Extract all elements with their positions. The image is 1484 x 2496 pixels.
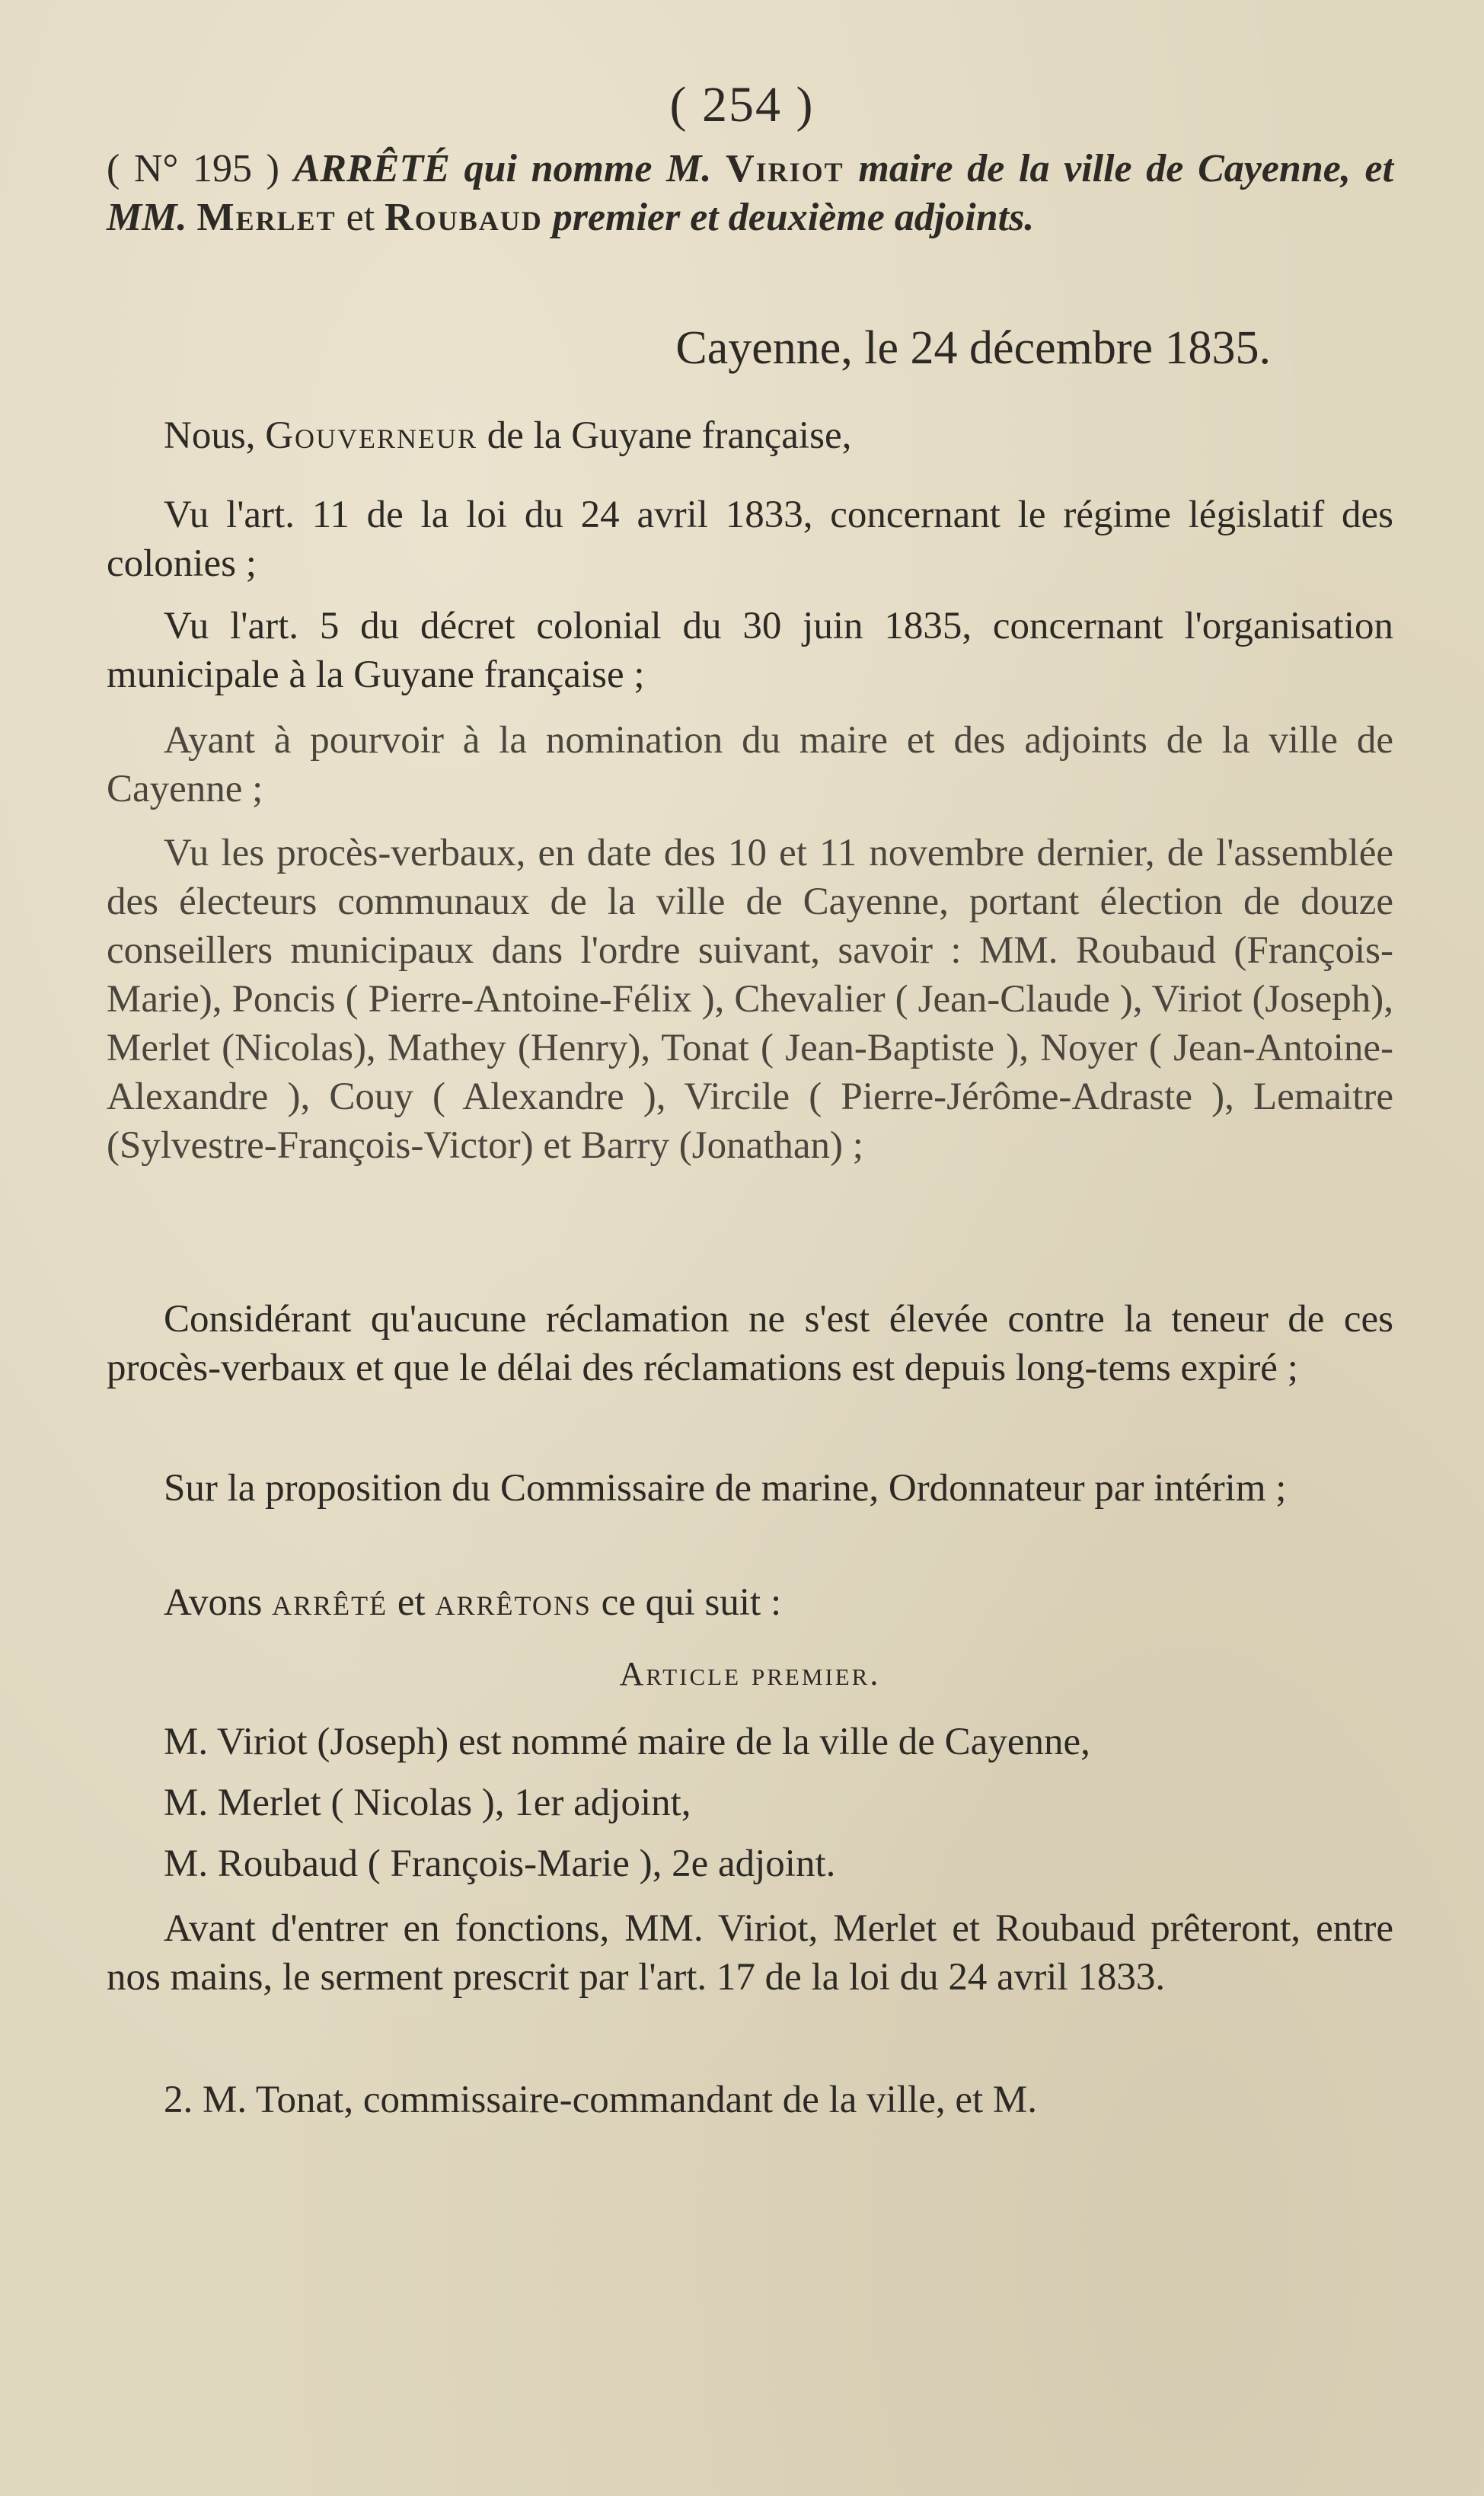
governor-lead: Nous, [164,414,256,457]
avons-lead: Avons [164,1581,263,1624]
title-name-roubaud: Roubaud [385,196,543,239]
decree-title [107,145,1393,242]
governor-rest: de la Guyane française, [487,414,852,457]
decree-number: ( N° 195 ) [107,147,280,190]
preamble-governor [107,411,1393,460]
page-number: ( 254 ) [669,77,815,133]
paragraph-vu-art-11: Vu l'art. 11 de la loi du 24 avril 1833, concernant le régime législatif des colonies ; [107,494,1393,585]
appointment-deuxieme-adjoint: M. Roubaud ( François-Marie ), 2e adjoint. [164,1842,836,1885]
avons-mid: et [397,1581,426,1624]
paragraph-considerant: Considérant qu'aucune réclamation ne s'est élevée contre la teneur de ces procès-verbaux et que le délai des réclamations est depuis long-tems expiré ; [107,1298,1393,1389]
title-mid1: maire de la ville de Cayenne, et MM. [107,147,1394,239]
paragraph-proposition: Sur la proposition du Commissaire de marine, Ordonnateur par intérim ; [164,1467,1287,1510]
appointment-maire: M. Viriot (Joseph) est nommé maire de la ville de Cayenne, [164,1721,1090,1763]
appointment-premier-adjoint: M. Merlet ( Nicolas ), 1er adjoint, [164,1782,691,1824]
title-name-viriot: Viriot [726,147,844,190]
title-pre: ARRÊTÉ qui nomme M. [293,147,712,190]
title-post: premier et deuxième adjoints. [552,196,1035,239]
decree-date: Cayenne, le 24 décembre 1835. [675,322,1271,374]
paragraph-proces-verbaux: Vu les procès-verbaux, en date des 10 et 11 novembre dernier, de l'assemblée des électeurs communaux de la ville de Cayenne, portant élection de douze conseillers municipaux dans l'ordre suivant, savoir : MM. Roubaud (François-Marie), Poncis ( Pierre-Antoine-Félix ), Chevalier ( Jean-Claude ), Viriot (Joseph), Merlet (Nicolas), Mathey (Henry), Tonat ( Jean-Baptiste ), Noyer ( Jean-Antoine-Alexandre ), Couy ( Alexandre ), Vircile ( Pierre-Jérôme-Adraste ), Lemaitre (Sylvestre-François-Victor) et Barry (Jonathan) ; [107,832,1393,1167]
avons-arretons: arrêtons [435,1581,592,1624]
governor-title: Gouverneur [265,414,478,457]
article-heading: Article premier. [619,1655,881,1692]
title-name-merlet: Merlet [196,196,337,239]
paragraph-article-2: 2. M. Tonat, commissaire-commandant de la ville, et M. [164,2079,1037,2121]
avons-rest: ce qui suit : [601,1581,782,1624]
paragraph-ayant: Ayant à pourvoir à la nomination du maire et des adjoints de la ville de Cayenne ; [107,719,1393,810]
paragraph-avons [107,1578,1393,1627]
avons-arrete: arrêté [272,1581,388,1624]
paragraph-vu-art-5: Vu l'art. 5 du décret colonial du 30 juin 1835, concernant l'organisation municipale à la Guyane française ; [107,605,1393,696]
paragraph-serment: Avant d'entrer en fonctions, MM. Viriot, Merlet et Roubaud prêteront, entre nos mains, le serment prescrit par l'art. 17 de la loi du 24 avril 1833. [107,1907,1393,1999]
title-mid2: et [346,196,375,239]
